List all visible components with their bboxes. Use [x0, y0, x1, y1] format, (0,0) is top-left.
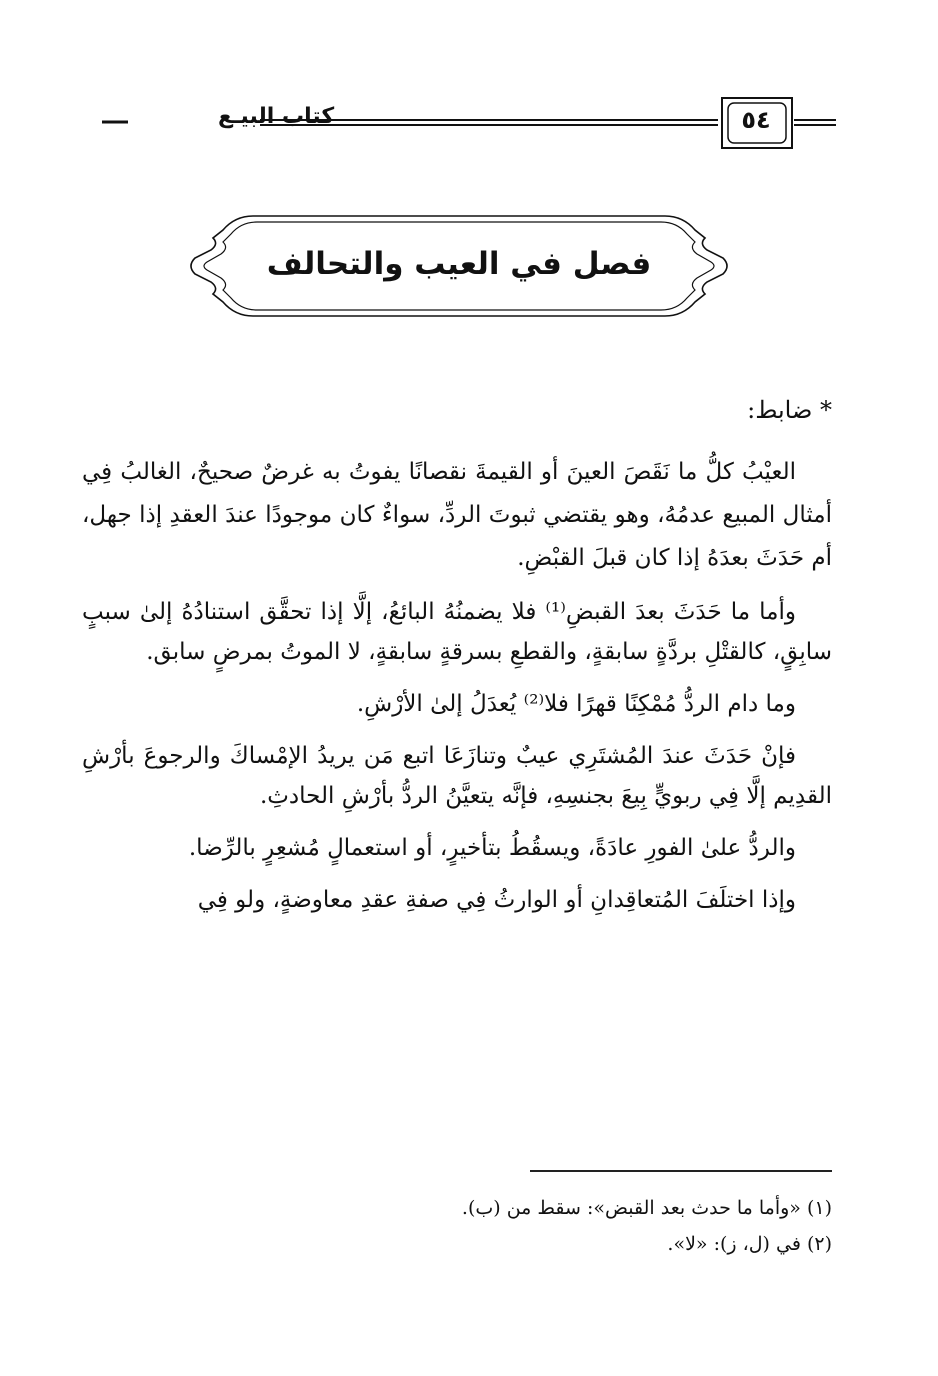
footnote-2: (٢) في (ل، ز): «لا». [667, 1233, 832, 1255]
running-header [100, 96, 840, 152]
page-number: ٥٤ [741, 106, 771, 134]
paragraph: فإنْ حَدَثَ عندَ المُشتَرِي عيبٌ وتنازَعَا اتبع مَن يريدُ الإمْساكَ والرجوعَ بأرْشِ القدِيم إلَّا فِي ربويٍّ بِيعَ بجنسِهِ، فإنَّه يتعيَّنُ الردُّ بأرْشِ الحادثِ. [82, 743, 832, 809]
paragraph: وما دام الردُّ مُمْكِنًا قهرًا فلا⁽²⁾ يُعدَلُ إلىٰ الأرْشِ. [356, 691, 796, 717]
footnote-1: (١) «وأما ما حدث بعد القبض»: سقط من (ب). [461, 1197, 832, 1219]
main-text [82, 388, 832, 932]
paragraph: العيْبُ كلُّ ما نَقَصَ العينَ أو القيمةَ نقصانًا يفوتُ به غرضٌ صحيحٌ، الغالبُ فِي أمثال المبيع عدمُهُ، وهو يقتضي ثبوتَ الردِّ، سواءٌ كان موجودًا عندَ العقدِ إذا جهل، أم حَدَثَ بعدَهُ إذا كان قبلَ القبْضِ. [82, 459, 832, 571]
footnote-separator [530, 1170, 832, 1172]
book-title: كتاب البيـع [218, 104, 335, 129]
footnotes [420, 1192, 832, 1264]
section-label: * ضابط: [747, 396, 832, 424]
chapter-title: فصل في العيب والتحالف [266, 246, 652, 282]
chapter-heading [183, 212, 735, 320]
paragraph: وأما ما حَدَثَ بعدَ القبضِ⁽¹⁾ فلا يضمنُهُ البائعُ، إلَّا إذا تحقَّق استنادُهُ إلىٰ سببٍ سابِقٍ، كالقتْلِ بردَّةٍ سابقةٍ، والقطعِ بسرقةٍ سابقةٍ، لا الموتُ بمرضٍ سابق. [82, 599, 832, 665]
paragraph: والردُّ علىٰ الفورِ عادَةً، ويسقُطُ بتأخيرٍ، أو استعمالٍ مُشعِرٍ بالرِّضا. [188, 835, 796, 861]
paragraph: وإذا اختلَفَ المُتعاقِدانِ أو الوارثُ فِي صفةِ عقدِ معاوضةٍ، ولو فِي [197, 887, 796, 913]
